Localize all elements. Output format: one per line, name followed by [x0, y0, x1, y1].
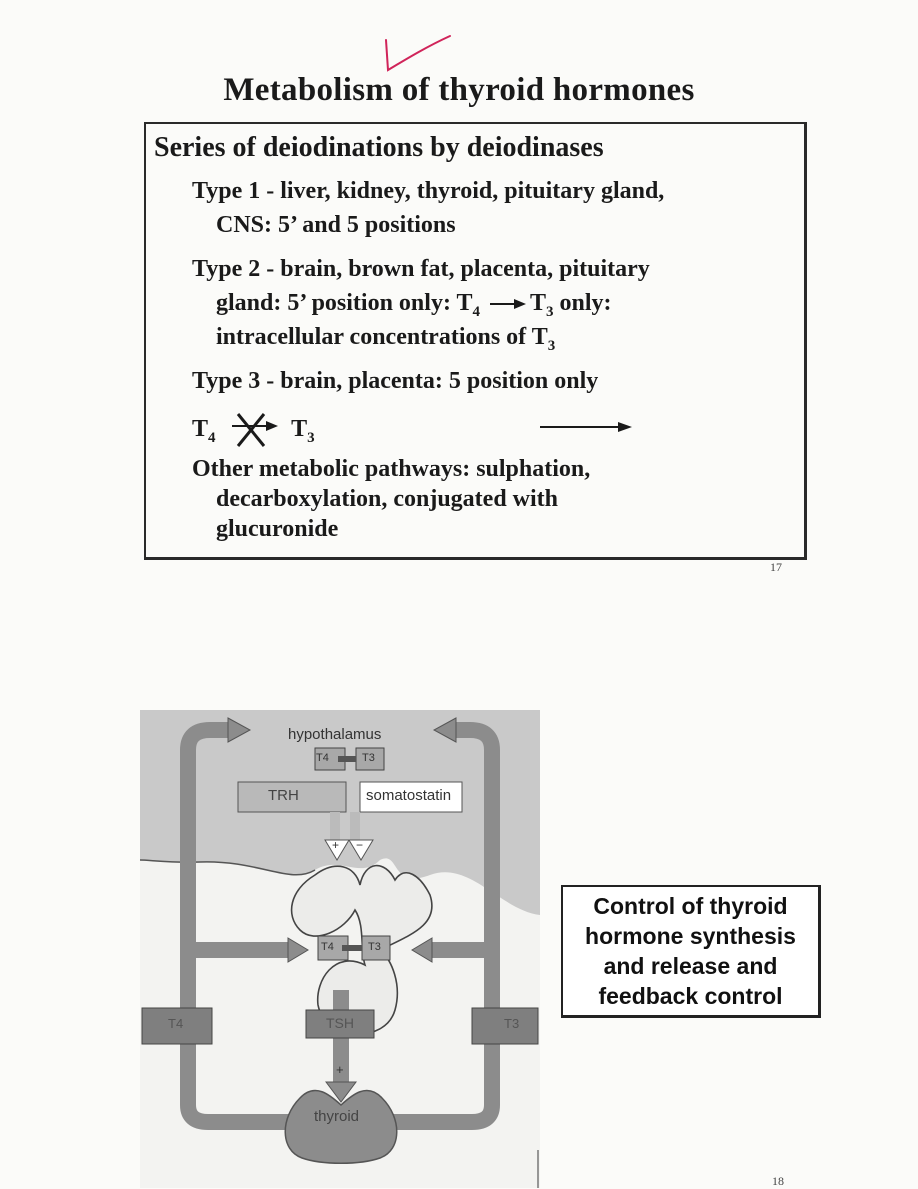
caption-line-3: and release and	[603, 953, 778, 979]
arrow-icon	[488, 297, 528, 311]
type2-text: gland: 5’ position only: T	[216, 290, 473, 316]
other-pathways-cont: decarboxylation, conjugated with	[216, 486, 558, 512]
tsh-plus-sign: +	[336, 1062, 344, 1077]
t4-sub: 4	[208, 429, 216, 446]
trh-label: TRH	[268, 787, 299, 804]
thyroid-control-diagram	[140, 710, 540, 1188]
hypothalamus-label: hypothalamus	[288, 726, 382, 743]
caption-box	[561, 885, 821, 1018]
t4-subscript: 4	[472, 303, 481, 320]
t3-sub: 3	[307, 429, 315, 446]
crossed-arrow-icon	[226, 410, 282, 450]
page-number-18: 18	[772, 1174, 784, 1188]
right-t3-label: T3	[504, 1016, 520, 1031]
type2-line-cont	[216, 290, 612, 321]
t3-subscript: 3	[546, 303, 554, 320]
long-arrow-icon	[538, 420, 634, 434]
somatostatin-label: somatostatin	[366, 787, 452, 804]
intracellular-text: intracellular concentrations of T	[216, 324, 548, 350]
tsh-label: TSH	[326, 1015, 354, 1031]
page-number-17: 17	[770, 560, 782, 574]
hypothalamus-t4: T4	[316, 752, 329, 764]
type2-tail: only:	[559, 290, 612, 316]
pituitary-t4: T4	[321, 941, 334, 953]
t3-label-2: T	[291, 416, 308, 442]
caption-line-2: hormone synthesis	[585, 923, 796, 949]
t4-label: T	[192, 416, 209, 442]
thyroid-label: thyroid	[314, 1108, 360, 1125]
caption-line-1: Control of thyroid	[593, 893, 788, 919]
type2-line: Type 2 - brain, brown fat, placenta, pituitary	[192, 256, 650, 282]
content-box	[144, 122, 807, 560]
left-t4-label: T4	[168, 1016, 184, 1031]
t3-subscript-2: 3	[547, 337, 556, 354]
other-pathways-cont2: glucuronide	[216, 516, 339, 542]
t3-label: T	[530, 290, 547, 316]
pituitary-t3: T3	[368, 941, 381, 953]
t4-t3-crossed-line	[192, 410, 315, 450]
hypothalamus-t3: T3	[362, 752, 375, 764]
caption-line-4: feedback control	[598, 983, 783, 1009]
other-pathways-line: Other metabolic pathways: sulphation,	[192, 456, 591, 482]
type1-line-cont: CNS: 5’ and 5 positions	[216, 212, 456, 238]
type1-line: Type 1 - liver, kidney, thyroid, pituitary gland,	[192, 178, 665, 204]
type2-line-cont2	[216, 324, 555, 355]
type3-line: Type 3 - brain, placenta: 5 position only	[192, 368, 599, 394]
plus-sign: +	[332, 838, 340, 852]
minus-sign: −	[356, 838, 364, 852]
main-bullet: Series of deiodinations by deiodinases	[154, 132, 604, 163]
slide-title: Metabolism of thyroid hormones	[223, 72, 695, 108]
